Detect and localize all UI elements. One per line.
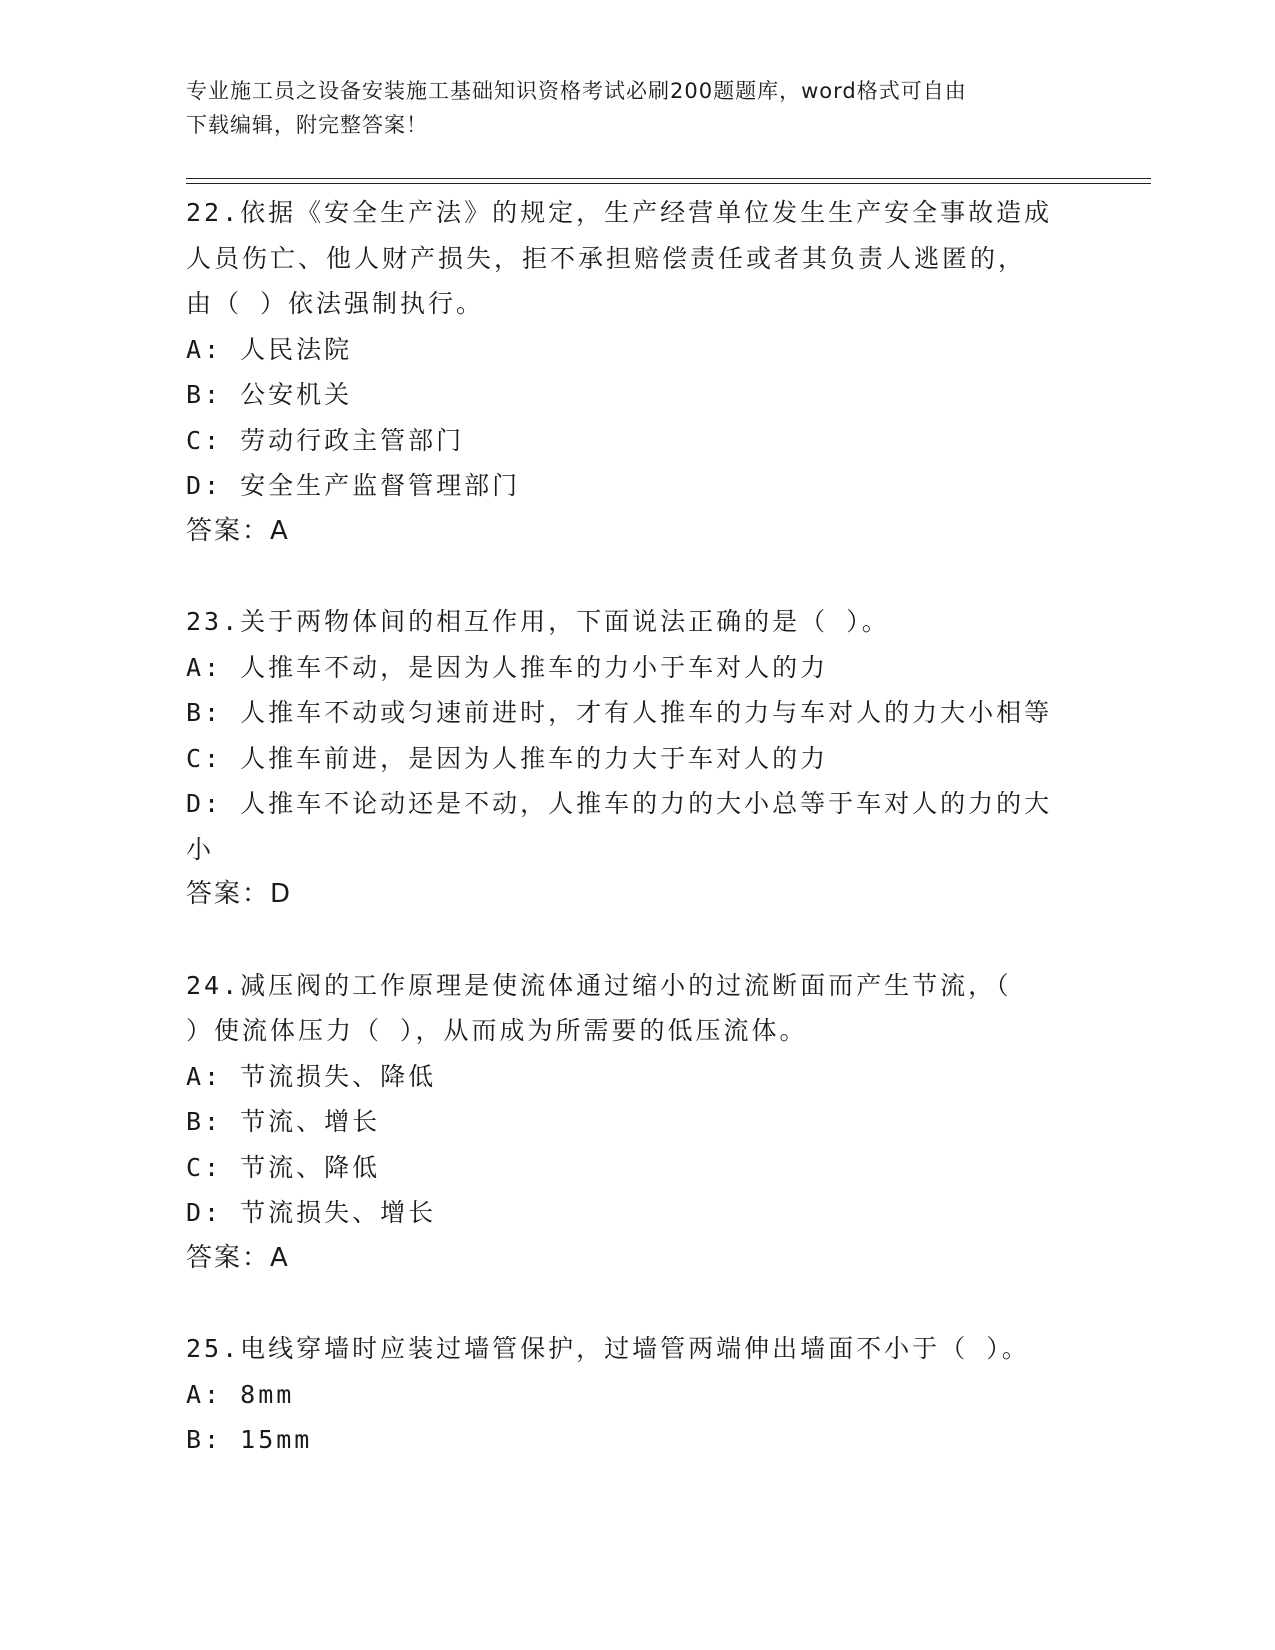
header-divider-top <box>186 178 1151 179</box>
question-25 <box>186 1326 1086 1463</box>
question-23 <box>186 599 1086 918</box>
question-stem-line: 由（ ）依法强制执行。 <box>186 289 485 318</box>
option-a: A: 人民法院 <box>186 334 353 364</box>
question-stem-line: ）使流体压力（ ），从而成为所需要的低压流体。 <box>186 1016 808 1045</box>
option-c: C: 劳动行政主管部门 <box>186 425 465 455</box>
question-stem-line: 25.电线穿墙时应装过墙管保护，过墙管两端伸出墙面不小于（ ）。 <box>186 1334 1030 1363</box>
option-a: A: 节流损失、降低 <box>186 1061 437 1091</box>
option-c: C: 人推车前进，是因为人推车的力大于车对人的力 <box>186 743 829 773</box>
question-stem-line: 人员伤亡、他人财产损失，拒不承担赔偿责任或者其负责人逃匿的， <box>186 243 1027 273</box>
option-c: C: 节流、降低 <box>186 1152 381 1182</box>
option-b: B: 人推车不动或匀速前进时，才有人推车的力与车对人的力大小相等 <box>186 698 1053 727</box>
question-stem-line: 22.依据《安全生产法》的规定，生产经营单位发生生产安全事故造成 <box>186 198 1053 227</box>
header-line-2: 下载编辑，附完整答案！ <box>186 113 428 137</box>
header-divider-bottom <box>186 183 1151 184</box>
answer-label: 答案：A <box>186 515 290 546</box>
option-a: A: 人推车不动，是因为人推车的力小于车对人的力 <box>186 652 829 682</box>
header-line-1: 专业施工员之设备安装施工基础知识资格考试必刷200题题库，word格式可自由 <box>186 79 967 103</box>
option-d-continued: 小 <box>186 834 215 864</box>
option-d: D: 节流损失、增长 <box>186 1198 437 1227</box>
question-22 <box>186 190 1086 554</box>
option-b: B: 公安机关 <box>186 380 353 409</box>
question-stem-line: 23.关于两物体间的相互作用，下面说法正确的是（ ）。 <box>186 607 890 636</box>
option-b: B: 15mm <box>186 1425 313 1454</box>
option-b: B: 节流、增长 <box>186 1107 381 1136</box>
answer-label: 答案：D <box>186 879 293 909</box>
question-24 <box>186 963 1086 1282</box>
option-d: D: 安全生产监督管理部门 <box>186 471 521 500</box>
question-list <box>186 190 1086 1508</box>
option-d: D: 人推车不论动还是不动，人推车的力的大小总等于车对人的力的大 <box>186 789 1053 818</box>
document-header <box>186 74 1066 142</box>
option-a: A: 8mm <box>186 1379 295 1409</box>
question-stem-line: 24.减压阀的工作原理是使流体通过缩小的过流断面而产生节流，（ <box>186 970 1012 1000</box>
answer-label: 答案：A <box>186 1242 290 1273</box>
